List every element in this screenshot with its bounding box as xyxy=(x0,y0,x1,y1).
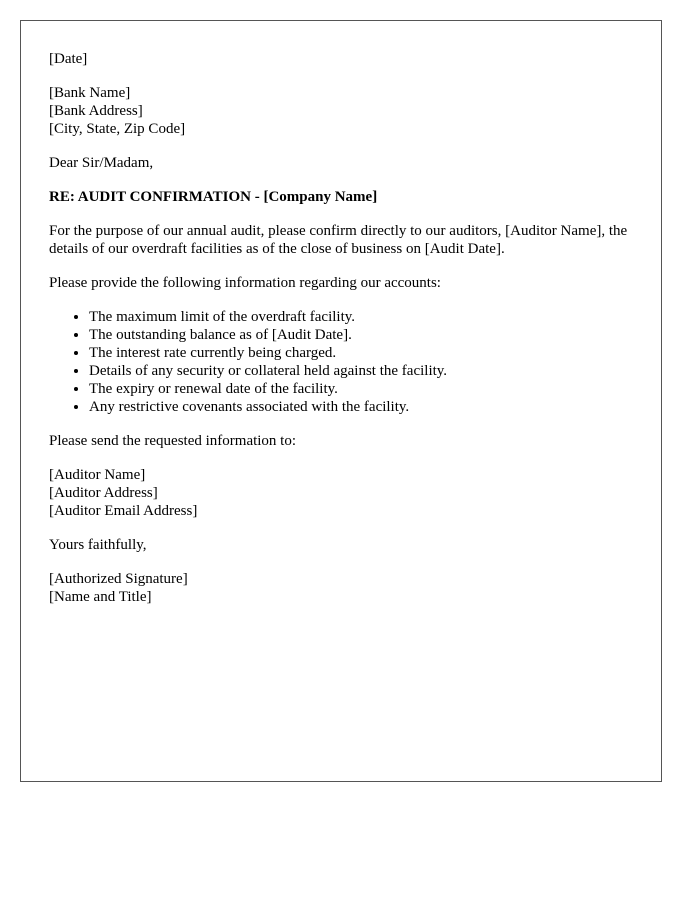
letter-date: [Date] xyxy=(49,51,88,67)
closing: Yours faithfully, xyxy=(49,537,147,553)
auditor-address-line: [Auditor Address] xyxy=(49,485,158,501)
authorized-signature: [Authorized Signature] xyxy=(49,571,188,587)
list-item: • Details of any security or collateral held against the facility. xyxy=(89,362,633,380)
auditor-email: [Auditor Email Address] xyxy=(49,503,198,519)
recipient-address xyxy=(49,84,633,138)
salutation: Dear Sir/Madam, xyxy=(49,155,154,171)
bank-address: [Bank Address] xyxy=(49,103,143,119)
bank-city-state-zip: [City, State, Zip Code] xyxy=(49,121,186,137)
subject-block xyxy=(49,188,633,206)
auditor-address xyxy=(49,466,633,520)
bank-name: [Bank Name] xyxy=(49,85,131,101)
request-list xyxy=(49,308,633,416)
auditor-name: [Auditor Name] xyxy=(49,467,146,483)
request-intro: Please provide the following information regarding our accounts: xyxy=(49,275,441,291)
list-item: • The interest rate currently being charged. xyxy=(89,344,633,362)
list-item: • The outstanding balance as of [Audit Date]. xyxy=(89,326,633,344)
letter-page xyxy=(20,20,662,782)
list-item: • The expiry or renewal date of the facility. xyxy=(89,380,633,398)
send-to-intro: Please send the requested information to: xyxy=(49,433,297,449)
date-line xyxy=(49,50,633,68)
list-item: • The maximum limit of the overdraft facility. xyxy=(89,308,633,326)
intro-paragraph: For the purpose of our annual audit, please confirm directly to our auditors, [Auditor Name], the details of our overdraft facilities as of the close of business on [Audit Date]. xyxy=(49,223,628,257)
name-and-title: [Name and Title] xyxy=(49,589,152,605)
signature-block xyxy=(49,570,633,606)
salutation-block xyxy=(49,154,633,172)
list-item: • Any restrictive covenants associated with the facility. xyxy=(89,398,633,416)
closing-block xyxy=(49,536,633,554)
subject-line: RE: AUDIT CONFIRMATION - [Company Name] xyxy=(49,189,378,205)
